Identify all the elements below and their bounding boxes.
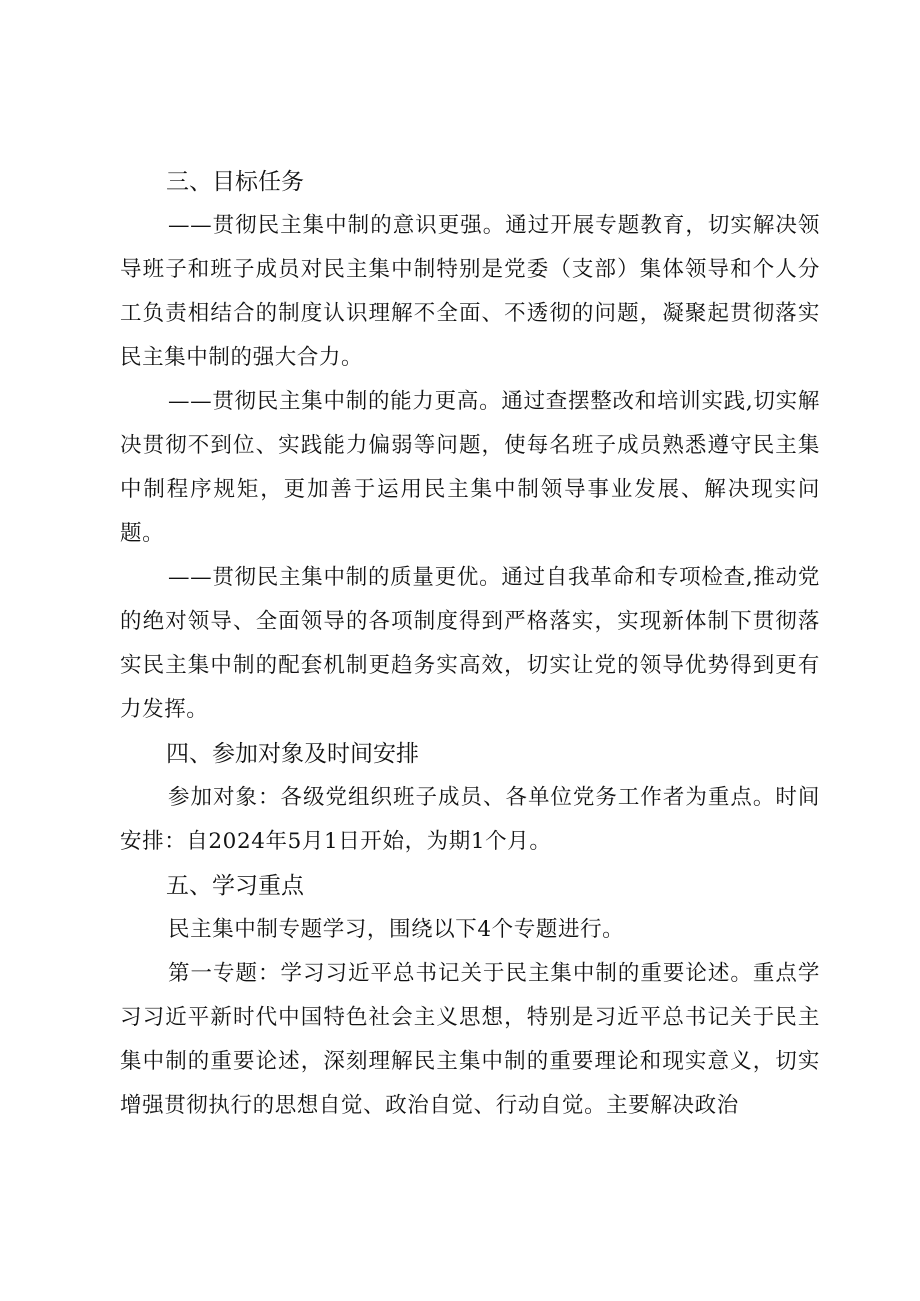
- paragraph-topic-one: 第一专题：学习习近平总书记关于民主集中制的重要论述。重点学习习近平新时代中国特色社会主义思想，特别是习近平总书记关于民主集中制的重要论述，深刻理解民主集中制的重要理论和现实意义，切实增强贯彻执行的思想自觉、政治自觉、行动自觉。主要解决政治: [120, 961, 820, 1118]
- document-body: [120, 160, 820, 1128]
- section-heading-study-focus: 五、学习重点: [166, 873, 304, 899]
- paragraph-study-intro: 民主集中制专题学习，围绕以下4个专题进行。: [168, 917, 625, 942]
- section-heading-goals: 三、目标任务: [166, 169, 304, 195]
- paragraph-quality: ——贯彻民主集中制的质量更优。通过自我革命和专项检查,推动党的绝对领导、全面领导的各项制度得到严格落实，实现新体制下贯彻落实民主集中制的配套机制更趋务实高效，切实让党的领导优势得到更有力发挥。: [120, 565, 820, 722]
- paragraph-awareness: ——贯彻民主集中制的意识更强。通过开展专题教育，切实解决领导班子和班子成员对民主集中制特别是党委（支部）集体领导和个人分工负责相结合的制度认识理解不全面、不透彻的问题，凝聚起贯彻落实民主集中制的强大合力。: [120, 213, 820, 370]
- section-heading-participants: 四、参加对象及时间安排: [166, 741, 419, 767]
- paragraph-ability: ——贯彻民主集中制的能力更高。通过查摆整改和培训实践,切实解决贯彻不到位、实践能力偏弱等问题，使每名班子成员熟悉遵守民主集中制程序规矩，更加善于运用民主集中制领导事业发展、解决现实问题。: [120, 389, 820, 546]
- paragraph-participants-schedule: 参加对象：各级党组织班子成员、各单位党务工作者为重点。时间安排：自2024年5月1日开始，为期1个月。: [120, 785, 820, 854]
